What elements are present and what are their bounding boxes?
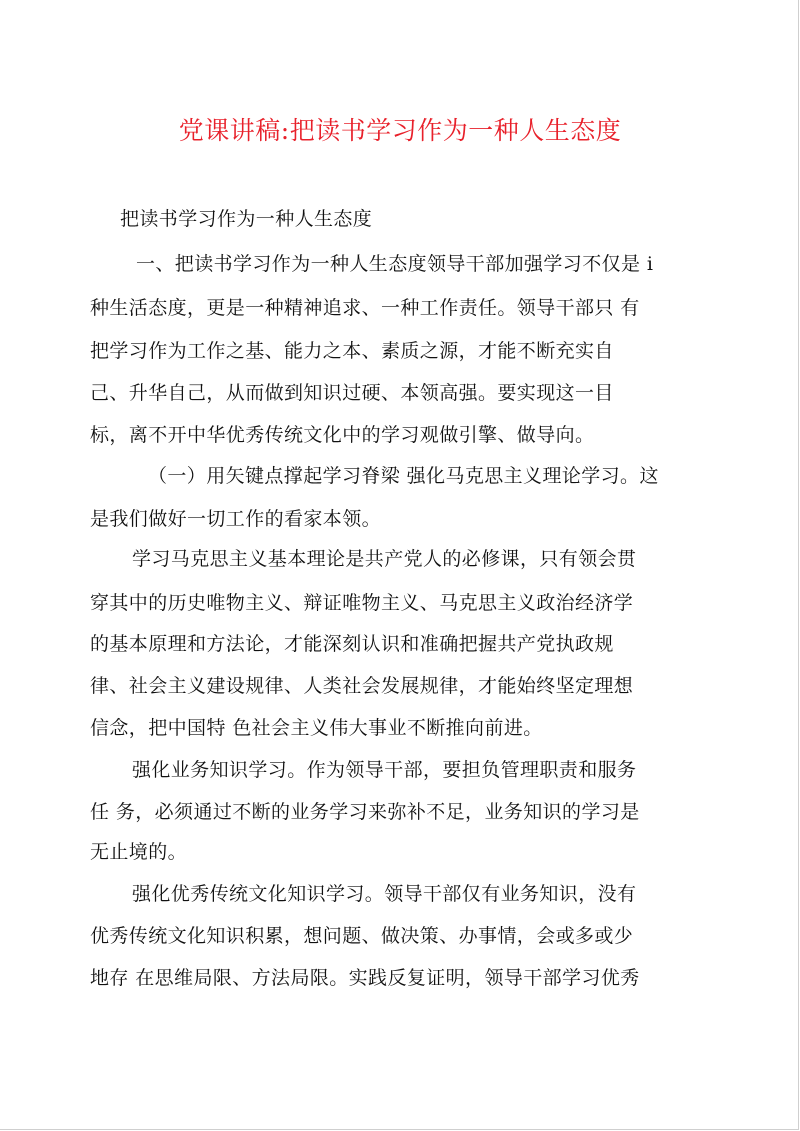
body-line: 的基本原理和方法论，才能深刻认识和准确把握共产党执政规 [90, 633, 614, 655]
subtitle-line: 把读书学习作为一种人生态度 [120, 208, 373, 230]
body-line: 种生活态度，更是一种精神追求、一种工作责任。领导干部只 有 [90, 297, 640, 319]
body-line: 信念，把中国特 色社会主义伟大事业不断推向前进。 [90, 717, 543, 739]
body-line: 一、把读书学习作为一种人生态度领导干部加强学习不仅是 i [136, 253, 654, 275]
body-line: 己、升华自己，从而做到知识过硬、本领高强。要实现这一目 [90, 382, 614, 404]
body-line: （一）用矢键点撑起学习脊梁 强化马克思主义理论学习。这 [148, 465, 659, 487]
body-line: 把学习作为工作之基、能力之本、素质之源，才能不断充实自 [90, 340, 614, 362]
body-line: 穿其中的历史唯物主义、辩证唯物主义、马克思主义政治经济学 [90, 592, 634, 614]
body-line: 标，离不开中华优秀传统文化中的学习观做引擎、做导向。 [90, 424, 595, 446]
body-line: 强化优秀传统文化知识学习。领导干部仅有业务知识，没有 [132, 883, 637, 905]
body-line: 优秀传统文化知识积累，想问题、做决策、办事情，会或多或少 [90, 925, 634, 947]
body-line: 无止境的。 [90, 841, 188, 863]
body-line: 律、社会主义建设规律、人类社会发展规律，才能始终坚定理想 [90, 675, 634, 697]
body-line: 地存 在思维局限、方法局限。实践反复证明，领导干部学习优秀 [90, 967, 640, 989]
body-line: 是我们做好一切工作的看家本领。 [90, 508, 382, 530]
body-line: 任 务，必须通过不断的业务学习来弥补不足，业务知识的学习是 [90, 801, 640, 823]
document-title: 党课讲稿:把读书学习作为一种人生态度 [178, 116, 622, 145]
body-line: 强化业务知识学习。作为领导干部，要担负管理职责和服务 [132, 759, 637, 781]
body-line: 学习马克思主义基本理论是共产党人的必修课，只有领会贯 [132, 548, 637, 570]
